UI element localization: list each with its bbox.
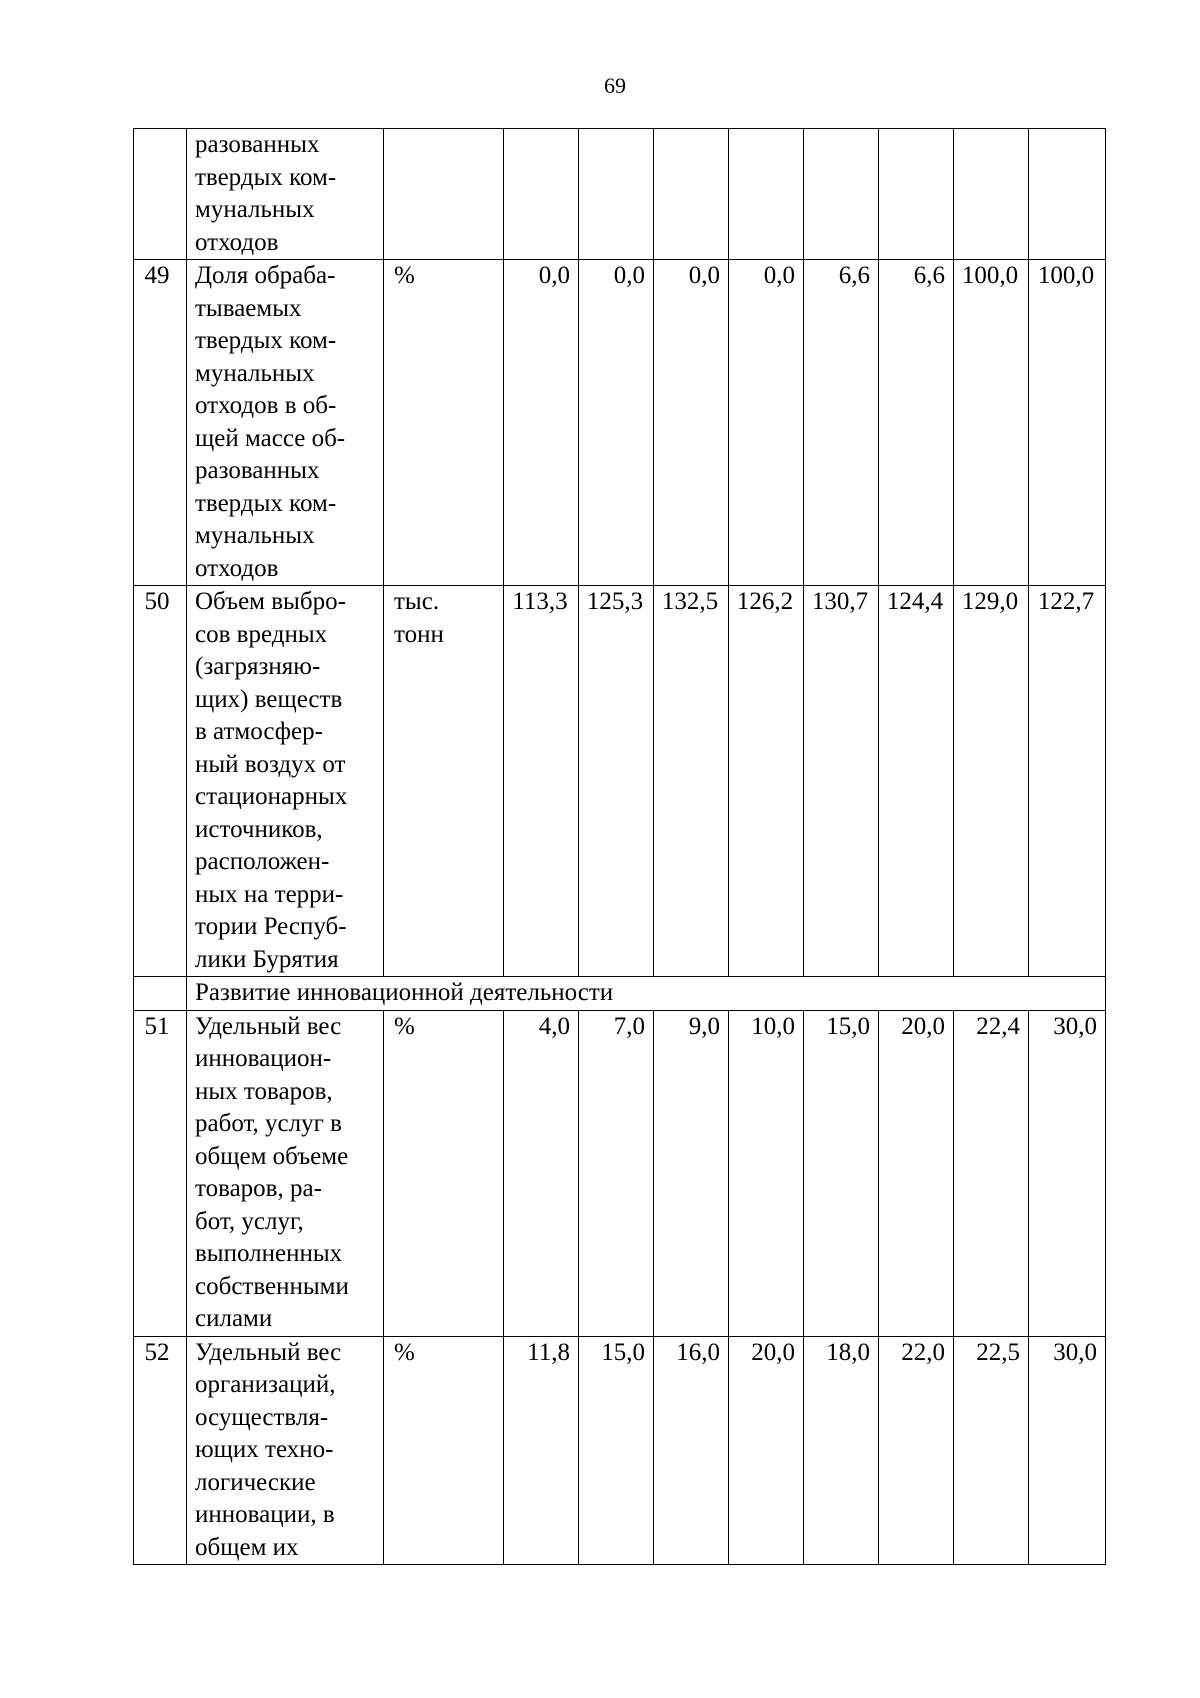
- table-row: [134, 129, 1106, 260]
- unit-line: тыс.: [394, 588, 440, 615]
- indicator-name-line: силами: [195, 1305, 273, 1332]
- indicator-name-line: работ, услуг в: [195, 1110, 342, 1137]
- row-number: 50: [134, 586, 187, 977]
- unit-cell: [384, 1010, 504, 1336]
- value-cell-6: 20,0: [879, 1010, 954, 1336]
- page-number: 69: [604, 73, 626, 98]
- table-body: [134, 129, 1106, 1565]
- indicator-name-line: лики Бурятия: [195, 945, 339, 973]
- section-row: [134, 977, 1106, 1011]
- section-title: Развитие инновационной деятельности: [187, 977, 1106, 1011]
- indicator-name-line: Удельный вес: [195, 1338, 342, 1366]
- indicator-name-line: инновации, в: [195, 1501, 335, 1528]
- indicator-name-line: ющих техно-: [195, 1436, 334, 1463]
- row-number: 51: [134, 1010, 187, 1336]
- value-cell-7: 100,0: [954, 260, 1029, 586]
- indicator-name-line: ных товаров,: [195, 1077, 333, 1105]
- indicator-name-line: сов вредных: [195, 620, 328, 648]
- indicator-name-line: Объем выбро-: [195, 588, 346, 615]
- value-cell-8: 30,0: [1029, 1336, 1106, 1565]
- value-cell-1: [504, 129, 579, 260]
- value-cell-1: 113,3: [504, 586, 579, 977]
- value-cell-3: 132,5: [654, 586, 729, 977]
- indicator-name-line: твердых ком-: [195, 327, 337, 354]
- row-number: [134, 977, 187, 1011]
- unit-cell: [384, 1336, 504, 1565]
- indicator-name: [187, 586, 384, 977]
- table-row: [134, 1336, 1106, 1565]
- indicator-name-line: инновацион-: [195, 1045, 332, 1072]
- value-cell-4: 10,0: [729, 1010, 804, 1336]
- row-number: [134, 129, 187, 260]
- indicator-name-line: общем объеме: [195, 1142, 349, 1170]
- value-cell-5: 6,6: [804, 260, 879, 586]
- indicator-name: [187, 1336, 384, 1565]
- indicator-name-line: щей массе об-: [195, 424, 346, 452]
- value-cell-6: 6,6: [879, 260, 954, 586]
- indicator-name-line: твердых ком-: [195, 489, 337, 517]
- indicator-name: [187, 1010, 384, 1336]
- value-cell-7: 22,4: [954, 1010, 1029, 1336]
- value-cell-4: 0,0: [729, 260, 804, 586]
- value-cell-2: 15,0: [579, 1336, 654, 1565]
- indicator-name-line: источников,: [195, 815, 323, 843]
- indicator-name-line: бот, услуг,: [195, 1207, 304, 1235]
- unit-cell: [384, 586, 504, 977]
- indicator-name-line: мунальных: [195, 522, 315, 549]
- value-cell-2: 0,0: [579, 260, 654, 586]
- table-row: [134, 1010, 1106, 1336]
- value-cell-6: [879, 129, 954, 260]
- value-cell-2: [579, 129, 654, 260]
- value-cell-1: 0,0: [504, 260, 579, 586]
- unit-line: %: [394, 1012, 415, 1040]
- value-cell-8: 30,0: [1029, 1010, 1106, 1336]
- indicator-name-line: ных на терри-: [195, 880, 344, 908]
- unit-cell: [384, 129, 504, 260]
- unit-line: %: [394, 262, 415, 289]
- indicator-name-line: стационарных: [195, 783, 348, 810]
- row-number: 52: [134, 1336, 187, 1565]
- value-cell-2: 125,3: [579, 586, 654, 977]
- indicator-name-line: логические: [195, 1468, 316, 1496]
- unit-line: тонн: [394, 620, 444, 648]
- value-cell-7: [954, 129, 1029, 260]
- value-cell-3: [654, 129, 729, 260]
- indicator-name-line: мунальных: [195, 359, 315, 387]
- indicator-name-line: организаций,: [195, 1371, 336, 1398]
- indicator-name-line: тории Респуб-: [195, 913, 347, 940]
- indicator-name-line: мунальных: [195, 196, 315, 223]
- table-row: [134, 586, 1106, 977]
- indicator-name-line: твердых ком-: [195, 163, 337, 191]
- table-row: [134, 260, 1106, 586]
- value-cell-6: 124,4: [879, 586, 954, 977]
- value-cell-8: 100,0: [1029, 260, 1106, 586]
- unit-cell: [384, 260, 504, 586]
- indicator-name-line: Доля обраба-: [195, 262, 336, 289]
- value-cell-5: [804, 129, 879, 260]
- value-cell-4: [729, 129, 804, 260]
- indicator-name-line: отходов: [195, 228, 279, 256]
- indicator-name-line: (загрязняю-: [195, 653, 321, 680]
- indicator-name: [187, 129, 384, 260]
- indicator-name: [187, 260, 384, 586]
- value-cell-5: 15,0: [804, 1010, 879, 1336]
- indicator-name-line: щих) веществ: [195, 685, 343, 713]
- indicator-name-line: собственными: [195, 1272, 349, 1300]
- indicator-name-line: отходов в об-: [195, 392, 337, 419]
- indicator-name-line: Удельный вес: [195, 1012, 342, 1040]
- indicator-name-line: товаров, ра-: [195, 1175, 322, 1202]
- value-cell-3: 9,0: [654, 1010, 729, 1336]
- indicator-name-line: в атмосфер-: [195, 718, 323, 745]
- value-cell-5: 18,0: [804, 1336, 879, 1565]
- value-cell-1: 11,8: [504, 1336, 579, 1565]
- indicator-name-line: отходов: [195, 554, 279, 582]
- indicator-name-line: выполненных: [195, 1240, 343, 1267]
- indicator-name-line: осуществля-: [195, 1403, 329, 1431]
- value-cell-1: 4,0: [504, 1010, 579, 1336]
- indicator-name-line: расположен-: [195, 848, 330, 875]
- indicator-name-line: общем их: [195, 1533, 299, 1561]
- value-cell-3: 0,0: [654, 260, 729, 586]
- value-cell-6: 22,0: [879, 1336, 954, 1565]
- indicator-name-line: тываемых: [195, 294, 302, 322]
- value-cell-8: [1029, 129, 1106, 260]
- indicator-name-line: разованных: [195, 457, 320, 484]
- indicator-name-line: ный воздух от: [195, 750, 346, 778]
- indicators-table: [133, 128, 1106, 1565]
- indicator-name-line: разованных: [195, 131, 320, 158]
- value-cell-2: 7,0: [579, 1010, 654, 1336]
- value-cell-4: 126,2: [729, 586, 804, 977]
- value-cell-8: 122,7: [1029, 586, 1106, 977]
- value-cell-7: 22,5: [954, 1336, 1029, 1565]
- value-cell-7: 129,0: [954, 586, 1029, 977]
- unit-line: %: [394, 1338, 415, 1366]
- row-number: 49: [134, 260, 187, 586]
- value-cell-4: 20,0: [729, 1336, 804, 1565]
- value-cell-5: 130,7: [804, 586, 879, 977]
- value-cell-3: 16,0: [654, 1336, 729, 1565]
